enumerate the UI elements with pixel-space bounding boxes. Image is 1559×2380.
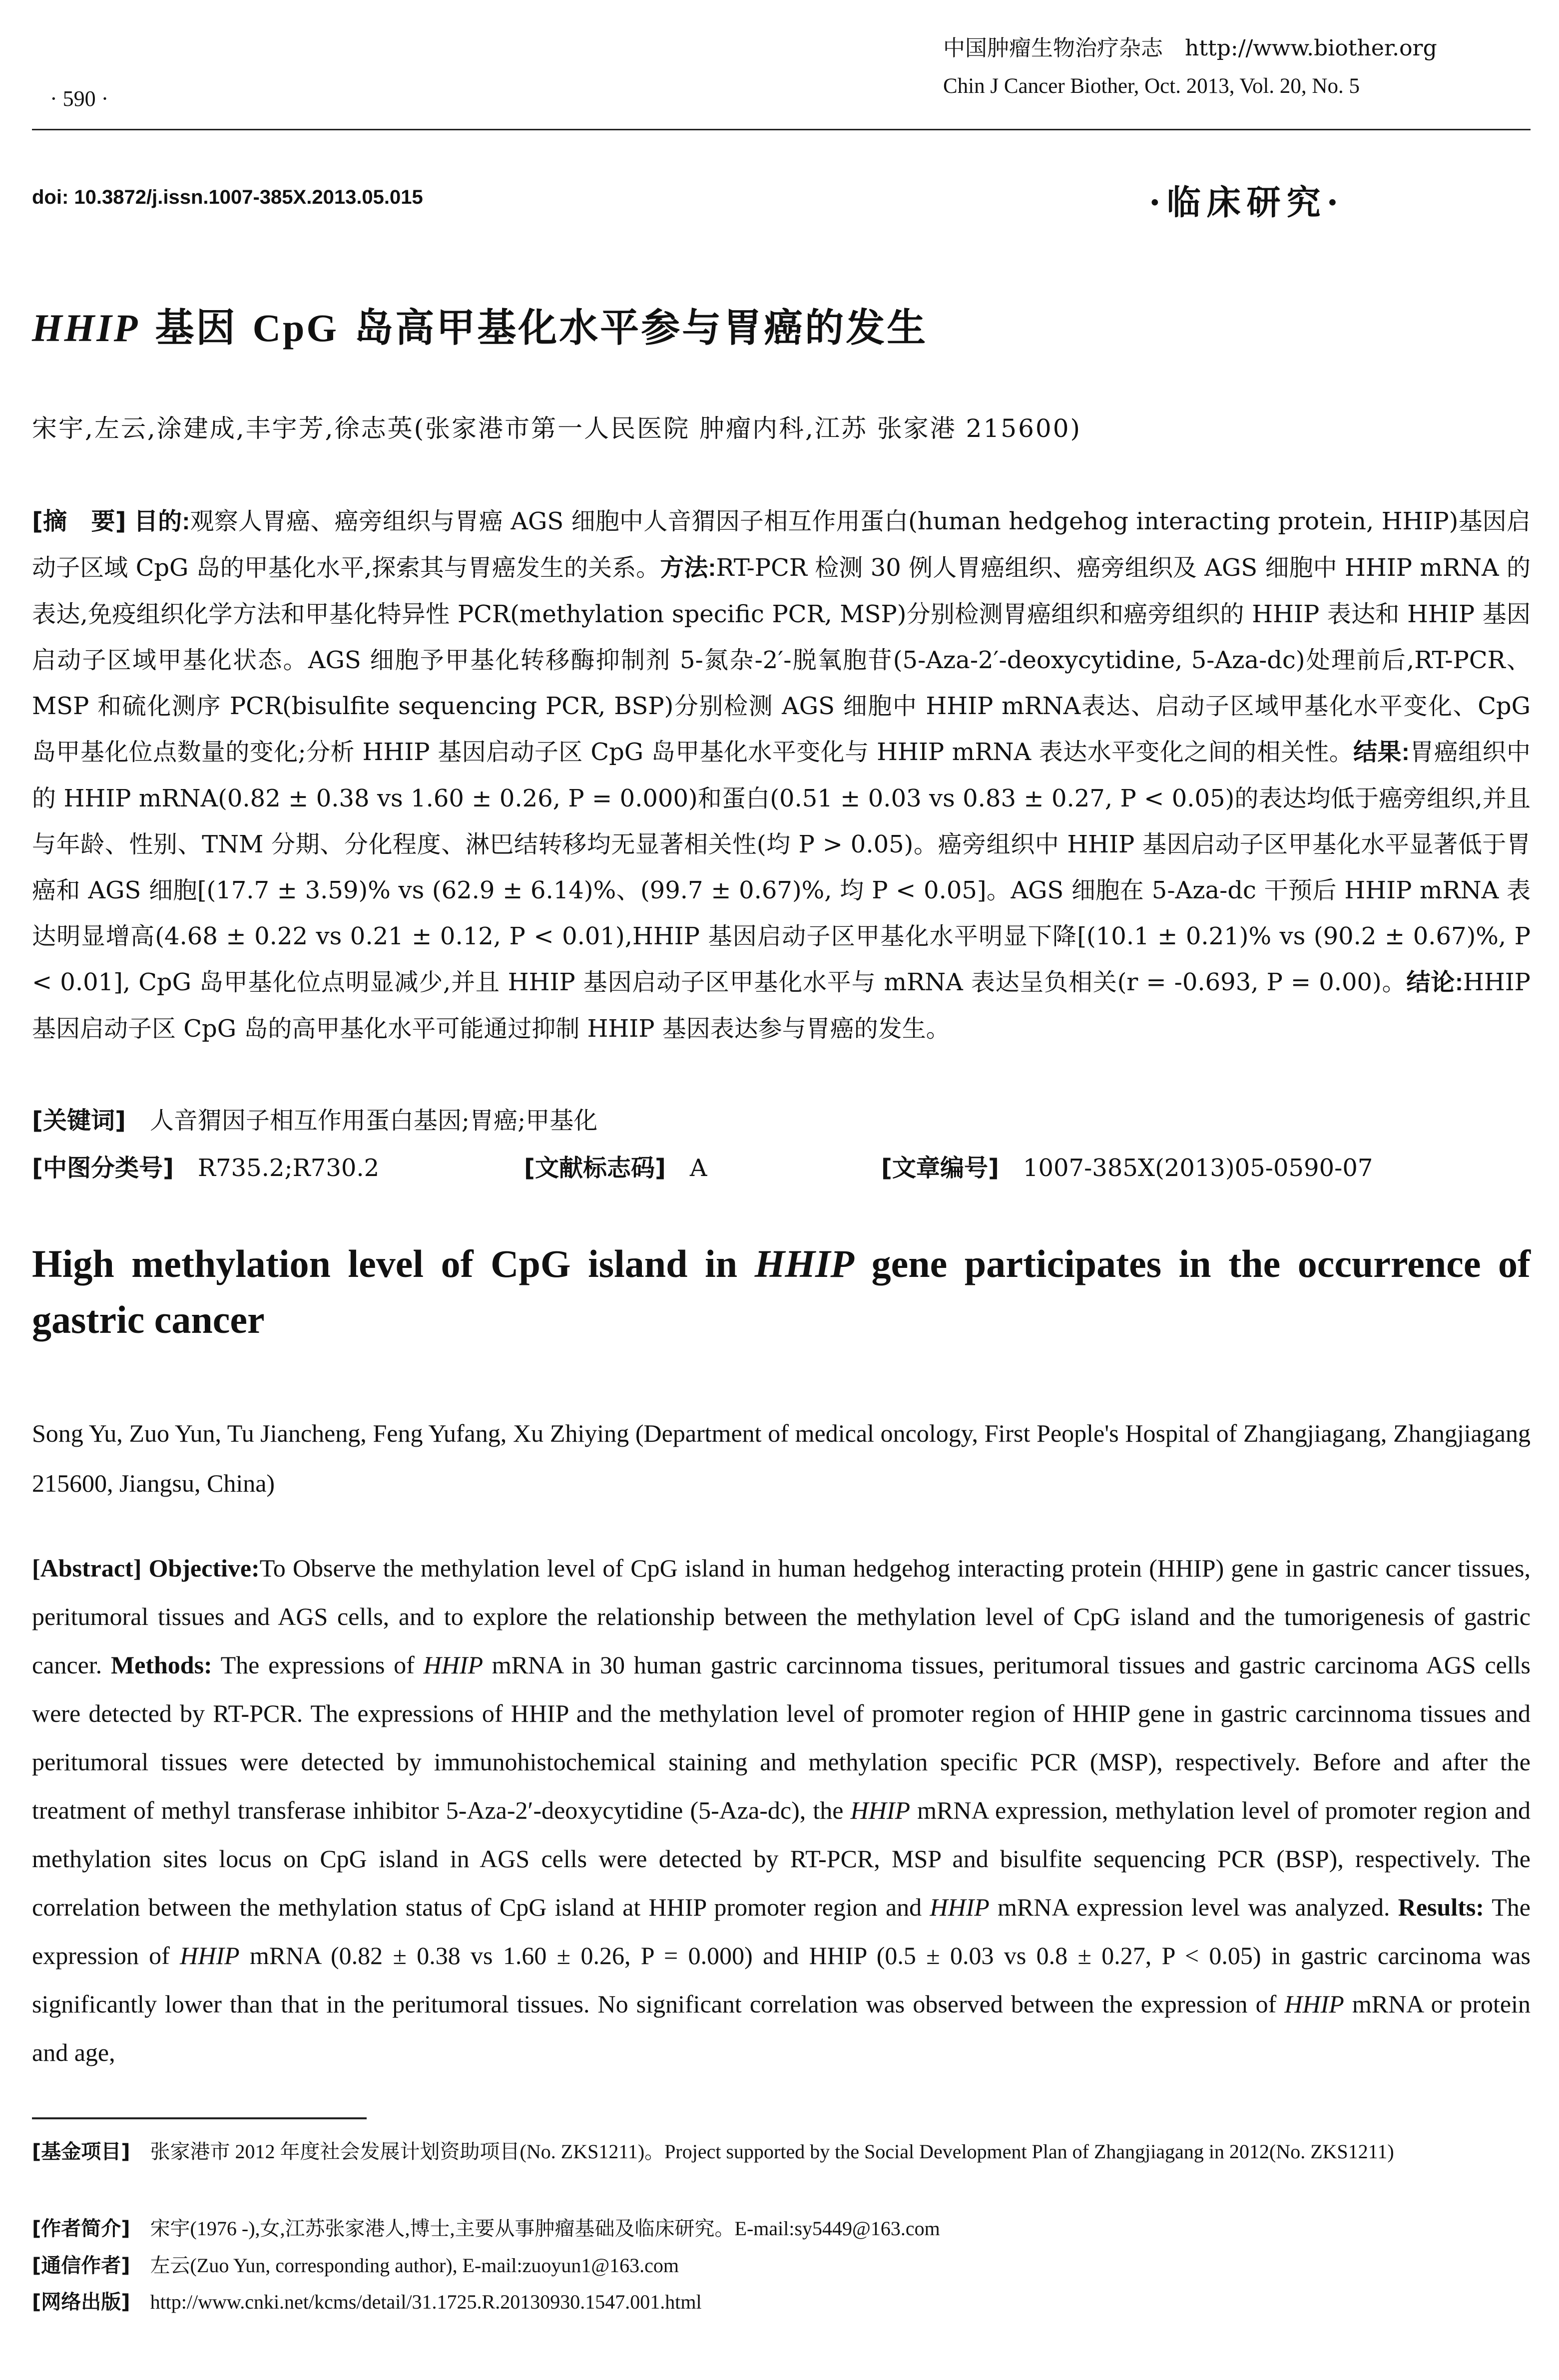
title-cn-cpg: CpG bbox=[252, 306, 339, 350]
objective-cn-label: 目的: bbox=[134, 508, 190, 535]
keywords-cn-label: [关键词] bbox=[32, 1107, 126, 1135]
title-en-part1: High methylation level of CpG island in bbox=[32, 1242, 755, 1285]
authors-cn: 宋宇,左云,涂建成,丰宇芳,徐志英(张家港市第一人民医院 肿瘤内科,江苏 张家港 215600) bbox=[32, 414, 1082, 443]
footnote-corresponding bbox=[32, 2247, 1531, 2284]
results-cn-label: 结果: bbox=[1353, 739, 1410, 766]
corresponding-text: 左云(Zuo Yun, corresponding author), E-mail:zuoyun1@163.com bbox=[150, 2254, 679, 2277]
online-link[interactable]: http://www.cnki.net/kcms/detail/31.1725.R.20130930.1547.001.html bbox=[150, 2291, 702, 2313]
header-rule bbox=[32, 129, 1531, 130]
abstract-en-label: [Abstract] bbox=[32, 1554, 142, 1582]
results-en-3: mRNA or protein and age, bbox=[32, 1990, 1531, 2066]
methods-en-gene2: HHIP bbox=[850, 1796, 911, 1824]
journal-citation-en: Chin J Cancer Biother, Oct. 2013, Vol. 20, No. 5 bbox=[943, 74, 1360, 98]
title-cn-part1: 基因 bbox=[139, 305, 253, 351]
methods-cn-label: 方法: bbox=[660, 555, 716, 581]
methods-en-3: mRNA expression, methylation level of promoter region and methylation sites locus on CpG island in AGS cells were detected by RT-PCR, MSP and bisulfite sequencing PCR (BSP), respectively. The correlation between the methylation status of CpG island at HHIP promoter region and bbox=[32, 1796, 1531, 1921]
methods-en-gene: HHIP bbox=[423, 1651, 484, 1679]
clc-label: [中图分类号] bbox=[32, 1154, 174, 1182]
doc-code-label: [文献标志码] bbox=[524, 1154, 666, 1182]
conclusion-cn: HHIP 基因启动子区 CpG 岛的高甲基化水平可能通过抑制 HHIP 基因表达参与胃癌的发生。 bbox=[32, 968, 1531, 1043]
footnote-online bbox=[32, 2284, 1531, 2321]
results-cn: 胃癌组织中的 HHIP mRNA(0.82 ± 0.38 vs 1.60 ± 0.26, P = 0.000)和蛋白(0.51 ± 0.03 vs 0.83 ± 0.27, P < 0.05)的表达均低于癌旁组织,并且与年龄、性别、TNM 分期、分化程度、淋巴结转移均无显著相关性(均 P > 0.05)。癌旁组织中 HHIP 基因启动子区甲基化水平显著低于胃癌和 AGS 细胞[(17.7 ± 3.59)% vs (62.9 ± 6.14)%、(99.7 ± 0.67)%, 均 P < 0.05]。AGS 细胞在 5-Aza-dc 干预后 HHIP mRNA 表达明显增高(4.68 ± 0.22 vs 0.21 ± 0.12, P < 0.01),HHIP 基因启动子区甲基化水平明显下降[(10.1 ± 0.21)% vs (90.2 ± 0.67)%, P < 0.01], CpG 岛甲基化位点明显减少,并且 HHIP 基因启动子区甲基化水平与 mRNA 表达呈负相关(r = -0.693, P = 0.00)。 bbox=[32, 738, 1531, 996]
results-en-label: Results: bbox=[1398, 1893, 1484, 1921]
clc-block bbox=[32, 1149, 379, 1183]
footnote-author bbox=[32, 2210, 1531, 2247]
article-no-label: [文章编号] bbox=[881, 1154, 999, 1182]
doc-code-block bbox=[524, 1149, 707, 1183]
title-cn bbox=[32, 297, 928, 353]
title-cn-part2: 岛高甲基化水平参与胃癌的发生 bbox=[339, 305, 928, 351]
title-cn-gene: HHIP bbox=[32, 306, 140, 350]
fund-label: [基金项目] bbox=[32, 2140, 130, 2163]
author-bio-label: [作者简介] bbox=[32, 2217, 130, 2240]
abstract-cn bbox=[32, 498, 1531, 1052]
title-en bbox=[32, 1236, 1531, 1348]
methods-en-4: mRNA expression level was analyzed. bbox=[989, 1893, 1390, 1921]
article-no-value: 1007-385X(2013)05-0590-07 bbox=[1023, 1154, 1373, 1182]
authors-en: Song Yu, Zuo Yun, Tu Jiancheng, Feng Yufang, Xu Zhiying (Department of medical oncology, First People's Hospital of Zhangjiagang, Zhangjiagang 215600, Jiangsu, China) bbox=[32, 1419, 1531, 1497]
conclusion-cn-label: 结论: bbox=[1406, 969, 1463, 996]
title-en-gene: HHIP bbox=[754, 1242, 855, 1285]
objective-en-label: Objective: bbox=[148, 1554, 260, 1582]
section-label: ·临床研究· bbox=[1149, 183, 1345, 223]
results-en-gene2: HHIP bbox=[1284, 1990, 1344, 2018]
results-en-gene: HHIP bbox=[180, 1942, 240, 1970]
results-en-1: The expression of bbox=[32, 1893, 1531, 1970]
clc-value: R735.2;R730.2 bbox=[197, 1154, 380, 1182]
fund-text: 张家港市 2012 年度社会发展计划资助项目(No. ZKS1211)。Project supported by the Social Development Plan of Zhangjiagang in 2012(No. ZKS1211) bbox=[150, 2140, 1394, 2163]
doc-code-value: A bbox=[689, 1154, 707, 1182]
methods-en-2: mRNA in 30 human gastric carcinnoma tissues, peritumoral tissues and gastric carcinoma AGS cells were detected by RT-PCR. The expressions of HHIP and the methylation level of promoter region of HHIP gene in gastric carcinnoma tissues and peritumoral tissues were detected by immunohistochemical staining and methylation specific PCR (MSP), respectively. Before and after the treatment of methyl transferase inhibitor 5-Aza-2′-deoxycytidine (5-Aza-dc), the bbox=[32, 1651, 1531, 1824]
title-en-part2: gene participates in the occurrence of gastric cancer bbox=[32, 1242, 1531, 1341]
results-en-2: mRNA (0.82 ± 0.38 vs 1.60 ± 0.26, P = 0.000) and HHIP (0.5 ± 0.03 vs 0.8 ± 0.27, P < 0.05) in gastric carcinoma was significantly lower than that in the peritumoral tissues. No significant correlation was observed between the expression of bbox=[32, 1942, 1531, 2018]
footnote-fund bbox=[32, 2133, 1531, 2170]
journal-name-cn: 中国肿瘤生物治疗杂志 http://www.biother.org bbox=[943, 35, 1437, 61]
corresponding-label: [通信作者] bbox=[32, 2254, 130, 2277]
doi: doi: 10.3872/j.issn.1007-385X.2013.05.015 bbox=[32, 186, 423, 208]
author-bio-text: 宋宇(1976 -),女,江苏张家港人,博士,主要从事肿瘤基础及临床研究。E-mail:sy5449@163.com bbox=[150, 2217, 940, 2240]
online-label: [网络出版] bbox=[32, 2291, 130, 2314]
article-no-block bbox=[881, 1149, 1373, 1183]
abstract-cn-label: [摘 要] bbox=[32, 507, 126, 535]
methods-cn: RT-PCR 检测 30 例人胃癌组织、癌旁组织及 AGS 细胞中 HHIP mRNA 的表达,免疫组织化学方法和甲基化特异性 PCR(methylation specific PCR, MSP)分别检测胃癌组织和癌旁组织的 HHIP 表达和 HHIP 基因启动子区域甲基化状态。AGS 细胞予甲基化转移酶抑制剂 5-氮杂-2′-脱氧胞苷(5-Aza-2′-deoxycytidine, 5-Aza-dc)处理前后,RT-PCR、MSP 和硫化测序 PCR(bisulfite sequencing PCR, BSP)分别检测 AGS 细胞中 HHIP mRNA表达、启动子区域甲基化水平变化、CpG 岛甲基化位点数量的变化;分析 HHIP 基因启动子区 CpG 岛甲基化水平变化与 HHIP mRNA 表达水平变化之间的相关性。 bbox=[32, 554, 1531, 766]
classification-line bbox=[32, 1149, 1531, 1182]
footnote-rule bbox=[32, 2117, 367, 2119]
abstract-en bbox=[32, 1544, 1531, 2077]
methods-en-gene3: HHIP bbox=[930, 1893, 990, 1921]
objective-en: To Observe the methylation level of CpG island in human hedgehog interacting protein (HHIP) gene in gastric cancer tissues, peritumoral tissues and AGS cells, and to explore the relationship between the methylation level of CpG island and the tumorigenesis of gastric cancer. bbox=[32, 1554, 1531, 1679]
page-number: · 590 · bbox=[50, 86, 109, 111]
methods-en-1: The expressions of bbox=[220, 1651, 424, 1679]
keywords-cn bbox=[32, 1101, 597, 1136]
methods-en-label: Methods: bbox=[110, 1651, 212, 1679]
keywords-cn-text: 人音猬因子相互作用蛋白基因;胃癌;甲基化 bbox=[149, 1107, 598, 1135]
objective-cn: 观察人胃癌、癌旁组织与胃癌 AGS 细胞中人音猬因子相互作用蛋白(human hedgehog interacting protein, HHIP)基因启动子区域 CpG 岛的甲基化水平,探索其与胃癌发生的关系。 bbox=[32, 507, 1531, 582]
